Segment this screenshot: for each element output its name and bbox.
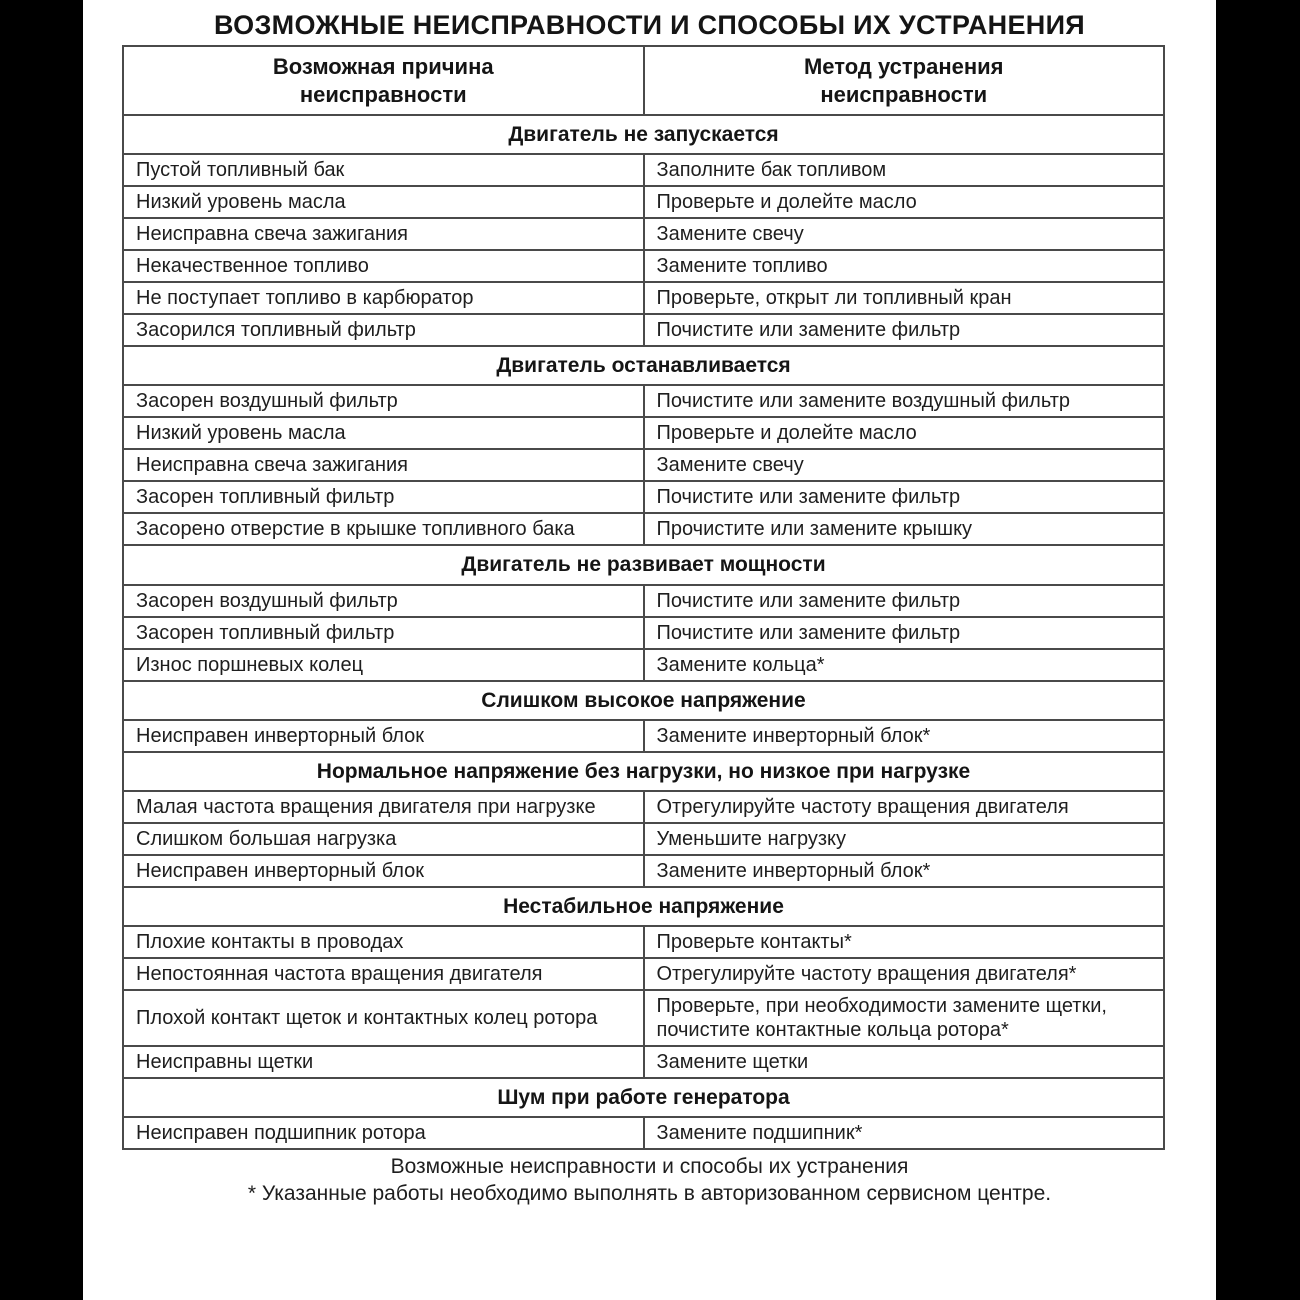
cause-cell: Непостоянная частота вращения двигателя (123, 958, 644, 990)
table-row (123, 791, 1164, 823)
table-row (123, 513, 1164, 545)
cause-cell: Неисправна свеча зажигания (123, 218, 644, 250)
section-header-row (123, 752, 1164, 791)
remedy-cell: Замените свечу (644, 218, 1165, 250)
table-row (123, 417, 1164, 449)
document-page (83, 0, 1216, 1300)
remedy-cell: Почистите или замените воздушный фильтр (644, 385, 1165, 417)
section-header-row (123, 115, 1164, 154)
section-header-row (123, 545, 1164, 584)
table-row (123, 1046, 1164, 1078)
remedy-cell: Проверьте, открыт ли топливный кран (644, 282, 1165, 314)
section-header: Шум при работе генератора (123, 1078, 1164, 1117)
section-header: Двигатель останавливается (123, 346, 1164, 385)
section-header-row (123, 346, 1164, 385)
cause-cell: Неисправны щетки (123, 1046, 644, 1078)
table-row (123, 990, 1164, 1046)
table-row (123, 617, 1164, 649)
cause-cell: Износ поршневых колец (123, 649, 644, 681)
table-row (123, 958, 1164, 990)
table-header-row (123, 46, 1164, 115)
remedy-cell: Замените свечу (644, 449, 1165, 481)
table-row (123, 720, 1164, 752)
cause-cell: Плохой контакт щеток и контактных колец ротора (123, 990, 644, 1046)
cause-cell: Низкий уровень масла (123, 417, 644, 449)
section-header-row (123, 887, 1164, 926)
document-title: ВОЗМОЖНЫЕ НЕИСПРАВНОСТИ И СПОСОБЫ ИХ УСТРАНЕНИЯ (214, 10, 1085, 40)
section-header: Слишком высокое напряжение (123, 681, 1164, 720)
cause-cell: Засорено отверстие в крышке топливного бака (123, 513, 644, 545)
table-row (123, 585, 1164, 617)
remedy-cell: Уменьшите нагрузку (644, 823, 1165, 855)
cause-cell: Засорен воздушный фильтр (123, 385, 644, 417)
remedy-cell: Замените кольца* (644, 649, 1165, 681)
cause-cell: Пустой топливный бак (123, 154, 644, 186)
table-caption: Возможные неисправности и способы их устранения (390, 1155, 909, 1179)
remedy-cell: Замените инверторный блок* (644, 720, 1165, 752)
cause-cell: Засорен топливный фильтр (123, 481, 644, 513)
remedy-cell: Прочистите или замените крышку (644, 513, 1165, 545)
remedy-cell: Замените инверторный блок* (644, 855, 1165, 887)
footnote: * Указанные работы необходимо выполнять в авторизованном сервисном центре. (247, 1182, 1052, 1206)
troubleshooting-table (122, 45, 1165, 1150)
table-row (123, 186, 1164, 218)
remedy-cell: Проверьте и долейте масло (644, 186, 1165, 218)
remedy-cell: Почистите или замените фильтр (644, 617, 1165, 649)
section-header-row (123, 681, 1164, 720)
remedy-cell: Замените щетки (644, 1046, 1165, 1078)
cause-cell: Неисправен инверторный блок (123, 720, 644, 752)
cause-cell: Слишком большая нагрузка (123, 823, 644, 855)
remedy-cell: Отрегулируйте частоту вращения двигателя (644, 791, 1165, 823)
cause-cell: Не поступает топливо в карбюратор (123, 282, 644, 314)
cause-cell: Малая частота вращения двигателя при нагрузке (123, 791, 644, 823)
remedy-cell: Проверьте и долейте масло (644, 417, 1165, 449)
table-row (123, 385, 1164, 417)
cause-cell: Плохие контакты в проводах (123, 926, 644, 958)
table-row (123, 926, 1164, 958)
column-header-cause: Возможная причина неисправности (123, 46, 644, 115)
remedy-cell: Почистите или замените фильтр (644, 585, 1165, 617)
remedy-cell: Замените топливо (644, 250, 1165, 282)
cause-cell: Неисправна свеча зажигания (123, 449, 644, 481)
table-row (123, 481, 1164, 513)
table-body (123, 115, 1164, 1149)
table-row (123, 855, 1164, 887)
table-row (123, 154, 1164, 186)
table-row (123, 250, 1164, 282)
table-row (123, 649, 1164, 681)
remedy-cell: Замените подшипник* (644, 1117, 1165, 1149)
section-header: Двигатель не запускается (123, 115, 1164, 154)
section-header-row (123, 1078, 1164, 1117)
section-header: Двигатель не развивает мощности (123, 545, 1164, 584)
cause-cell: Неисправен инверторный блок (123, 855, 644, 887)
remedy-cell: Проверьте контакты* (644, 926, 1165, 958)
section-header: Нормальное напряжение без нагрузки, но низкое при нагрузке (123, 752, 1164, 791)
cause-cell: Некачественное топливо (123, 250, 644, 282)
cause-cell: Засорился топливный фильтр (123, 314, 644, 346)
cause-cell: Засорен топливный фильтр (123, 617, 644, 649)
table-row (123, 1117, 1164, 1149)
table-row (123, 218, 1164, 250)
table-row (123, 823, 1164, 855)
table-row (123, 449, 1164, 481)
cause-cell: Низкий уровень масла (123, 186, 644, 218)
table-row (123, 314, 1164, 346)
column-header-remedy: Метод устранения неисправности (644, 46, 1165, 115)
cause-cell: Неисправен подшипник ротора (123, 1117, 644, 1149)
remedy-cell: Заполните бак топливом (644, 154, 1165, 186)
table-row (123, 282, 1164, 314)
remedy-cell: Почистите или замените фильтр (644, 481, 1165, 513)
remedy-cell: Отрегулируйте частоту вращения двигателя* (644, 958, 1165, 990)
remedy-cell: Почистите или замените фильтр (644, 314, 1165, 346)
cause-cell: Засорен воздушный фильтр (123, 585, 644, 617)
section-header: Нестабильное напряжение (123, 887, 1164, 926)
remedy-cell: Проверьте, при необходимости замените щетки, почистите контактные кольца ротора* (644, 990, 1165, 1046)
